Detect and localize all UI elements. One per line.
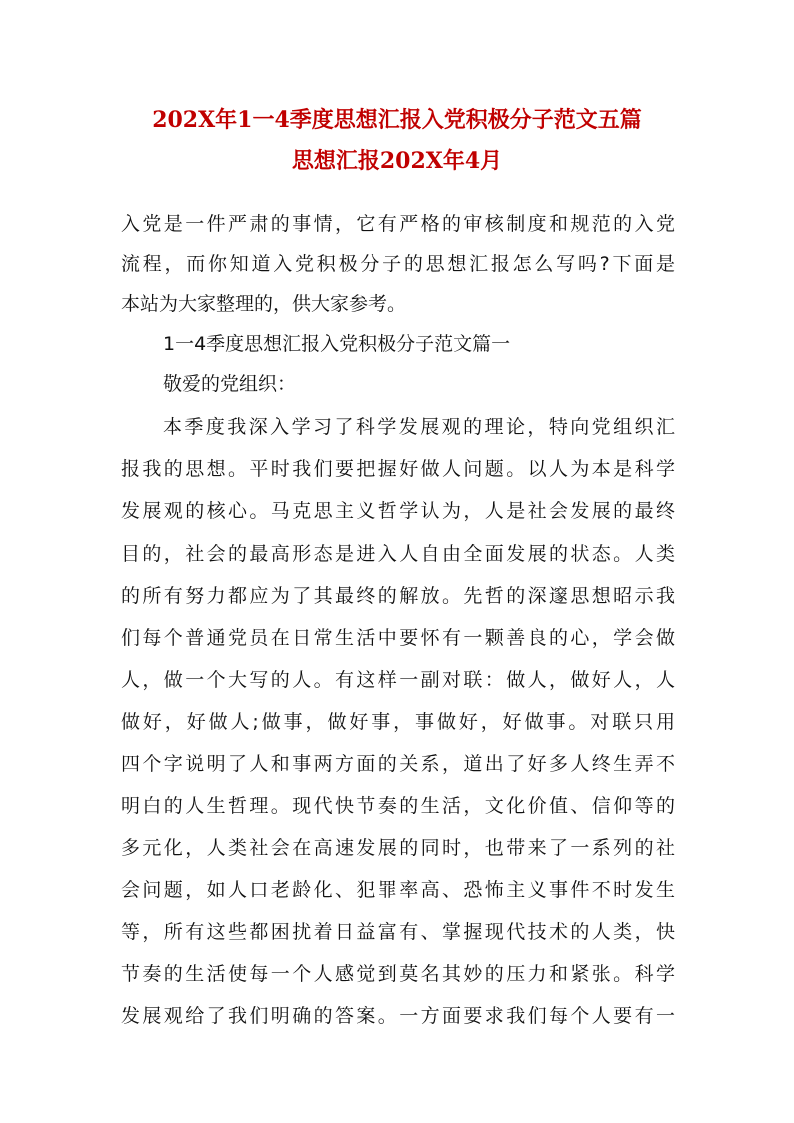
- body-line: 发展观给了我们明确的答案。一方面要求我们每个人要有一: [121, 1005, 675, 1027]
- intro-line: 入党是一件严肃的事情，它有严格的审核制度和规范的入党: [121, 213, 675, 235]
- body-line: 本季度我深入学习了科学发展观的理论，特向党组织汇: [163, 416, 675, 438]
- body-line: 节奏的生活使每一个人感觉到莫名其妙的压力和紧张。科学: [121, 963, 675, 985]
- body-line: 发展观的核心。马克思主义哲学认为，人是社会发展的最终: [121, 500, 675, 522]
- body-line: 的所有努力都应为了其最终的解放。先哲的深邃思想昭示我: [121, 585, 675, 607]
- intro-line: 流程，而你知道入党积极分子的思想汇报怎么写吗?下面是: [121, 253, 675, 275]
- body-line: 会问题，如人口老龄化、犯罪率高、恐怖主义事件不时发生: [121, 879, 675, 901]
- body-line: 明白的人生哲理。现代快节奏的生活，文化价值、信仰等的: [121, 795, 675, 817]
- salutation: 敬爱的党组织：: [163, 373, 297, 395]
- document-title-line-2: 思想汇报202X年4月: [291, 148, 503, 174]
- body-line: 四个字说明了人和事两方面的关系，道出了好多人终生弄不: [121, 753, 675, 775]
- body-line: 们每个普通党员在日常生活中要怀有一颗善良的心，学会做: [121, 627, 675, 649]
- section-heading: 1一4季度思想汇报入党积极分子范文篇一: [163, 333, 511, 355]
- intro-line: 本站为大家整理的，供大家参考。: [121, 293, 407, 315]
- body-line: 目的，社会的最高形态是进入人自由全面发展的状态。人类: [121, 543, 675, 565]
- body-line: 人，做一个大写的人。有这样一副对联：做人，做好人，人: [121, 669, 675, 691]
- document-title-line-1: 202X年1一4季度思想汇报入党积极分子范文五篇: [152, 107, 642, 133]
- body-line: 报我的思想。平时我们要把握好做人问题。以人为本是科学: [121, 458, 675, 480]
- body-line: 做好，好做人;做事，做好事，事做好，好做事。对联只用: [121, 711, 675, 733]
- body-line: 多元化，人类社会在高速发展的同时，也带来了一系列的社: [121, 837, 675, 859]
- body-line: 等，所有这些都困扰着日益富有、掌握现代技术的人类，快: [121, 921, 675, 943]
